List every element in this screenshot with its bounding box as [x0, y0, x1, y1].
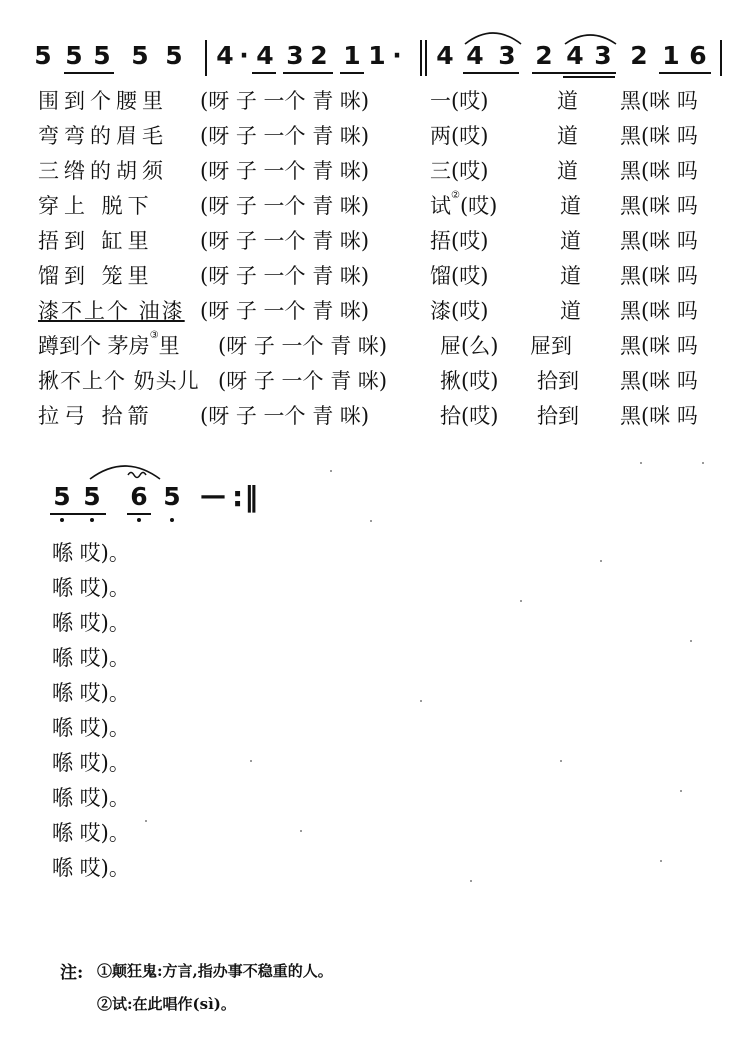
slur [463, 26, 523, 46]
lyric-ending: 黑(咪 吗 [620, 89, 698, 113]
footnote-1: ①颠狂鬼:方言,指办事不稳重的人。 [97, 962, 333, 980]
verse-row [0, 224, 750, 258]
lower-octave-dot [170, 518, 174, 522]
lyric-phrase: 弯弯的眉毛 [38, 124, 168, 148]
lyric-word: 道 [560, 264, 581, 288]
footnotes [0, 950, 750, 1050]
eighth-underline [283, 72, 333, 74]
verse-row [0, 119, 750, 153]
lyric-number: 捂(哎) [430, 229, 489, 253]
lyric-phrase: 漆不上个 油漆 [38, 299, 185, 323]
note: 2 [630, 41, 648, 70]
lyric-phrase-text: 蹲到个 茅房 [38, 334, 150, 358]
note: 3 [498, 41, 516, 70]
tail-lyric: 喺 哎)。 [52, 856, 130, 880]
lyric-ending: 黑(咪 吗 [620, 159, 698, 183]
eighth-underline [563, 76, 615, 78]
note: · [392, 41, 402, 70]
verse-row [0, 399, 750, 433]
note: 1 [368, 41, 386, 70]
lyric-filler: (呀 子 一个 青 咪) [200, 159, 370, 183]
lyric-phrase: 围到个腰里 [38, 89, 168, 113]
note: 2 [535, 41, 553, 70]
footnote-marker: ② [451, 190, 460, 201]
lyric-number-suffix: (哎) [459, 194, 498, 218]
verse-row [0, 84, 750, 118]
note: 3 [286, 41, 304, 70]
bar-line [205, 40, 207, 76]
eighth-underline [463, 72, 519, 74]
tail-lyric: 喺 哎)。 [52, 611, 130, 635]
lyric-ending: 黑(咪 吗 [620, 229, 698, 253]
verse-row [0, 294, 750, 328]
footnote-marker: ③ [149, 330, 159, 341]
lyric-phrase [38, 331, 180, 361]
lyric-word: 屉到 [530, 334, 572, 358]
tail-lyric: 喺 哎)。 [52, 681, 130, 705]
lyric-word: 道 [560, 194, 581, 218]
note: 5 [131, 41, 149, 70]
lyric-ending: 黑(咪 吗 [620, 124, 698, 148]
note: 2 [310, 41, 328, 70]
note: 5 [83, 482, 101, 511]
lyric-number: 两(哎) [430, 124, 489, 148]
eighth-underline [659, 72, 711, 74]
verse-row [0, 259, 750, 293]
note: 4 [436, 41, 454, 70]
lyric-phrase: 馏到 笼里 [38, 264, 154, 288]
eighth-underline [252, 72, 276, 74]
tail-lyric: 喺 哎)。 [52, 646, 130, 670]
lyric-phrase-suffix: 里 [158, 334, 180, 358]
score-line-2 [0, 455, 750, 535]
lyric-word: 道 [560, 229, 581, 253]
tail-lyric: 喺 哎)。 [52, 576, 130, 600]
note: 5 [34, 41, 52, 70]
lyric-phrase: 三绺的胡须 [38, 159, 168, 183]
lyric-filler: (呀 子 一个 青 咪) [200, 229, 370, 253]
bar-line [720, 40, 722, 76]
lyrics-block [0, 84, 750, 444]
turn-ornament [127, 469, 151, 479]
lyric-filler: (呀 子 一个 青 咪) [200, 264, 370, 288]
lower-octave-dot [60, 518, 64, 522]
lyric-number: 揪(哎) [440, 369, 499, 393]
tail-lyric: 喺 哎)。 [52, 541, 130, 565]
lyric-ending: 黑(咪 吗 [620, 194, 698, 218]
eighth-underline [532, 72, 616, 74]
lower-octave-dot [137, 518, 141, 522]
lyric-word: 道 [557, 124, 578, 148]
lyric-word: 道 [557, 89, 578, 113]
lyric-number: 三(哎) [430, 159, 489, 183]
eighth-underline [50, 513, 106, 515]
lyric-filler: (呀 子 一个 青 咪) [200, 124, 370, 148]
note: 1 [662, 41, 680, 70]
lyric-filler: (呀 子 一个 青 咪) [200, 194, 370, 218]
note: 6 [130, 482, 148, 511]
verse-row [0, 364, 750, 398]
footnote-2: ②试:在此唱作(sì)。 [97, 995, 236, 1013]
lyric-ending: 黑(咪 吗 [620, 334, 698, 358]
note: 5 [165, 41, 183, 70]
lyric-ending: 黑(咪 吗 [620, 299, 698, 323]
eighth-underline [64, 72, 114, 74]
double-bar-line [425, 40, 427, 76]
note: 6 [689, 41, 707, 70]
tail-lyric: 喺 哎)。 [52, 716, 130, 740]
note: 5 [65, 41, 83, 70]
lyric-number [430, 191, 497, 221]
tail-lyric: 喺 哎)。 [52, 786, 130, 810]
lyric-phrase: 捂到 缸里 [38, 229, 154, 253]
note: 1 [343, 41, 361, 70]
lyric-word: 拾到 [537, 404, 579, 428]
slur [563, 28, 618, 46]
lyric-ending: 黑(咪 吗 [620, 369, 698, 393]
tail-lyric: 喺 哎)。 [52, 751, 130, 775]
lyric-filler: (呀 子 一个 青 咪) [200, 89, 370, 113]
double-bar-line [420, 40, 422, 76]
note: 4 [566, 41, 584, 70]
lyric-filler: (呀 子 一个 青 咪) [200, 404, 370, 428]
lyric-phrase: 揪不上个 奶头儿 [38, 369, 200, 393]
score-line-1 [0, 0, 750, 90]
note: 4 [466, 41, 484, 70]
tail-lyrics [0, 535, 300, 895]
lyric-ending: 黑(咪 吗 [620, 264, 698, 288]
note: 3 [594, 41, 612, 70]
note: 4 [256, 41, 274, 70]
footnote-label: 注: [60, 963, 84, 983]
verse-row [0, 154, 750, 188]
lower-octave-dot [90, 518, 94, 522]
lyric-filler: (呀 子 一个 青 咪) [218, 334, 388, 358]
verse-row [0, 189, 750, 223]
lyric-phrase: 拉弓 拾箭 [38, 404, 154, 428]
lyric-word: 道 [560, 299, 581, 323]
note: · [239, 41, 249, 70]
lyric-filler: (呀 子 一个 青 咪) [218, 369, 388, 393]
tail-lyric: 喺 哎)。 [52, 821, 130, 845]
eighth-underline [340, 72, 364, 74]
lyric-filler: (呀 子 一个 青 咪) [200, 299, 370, 323]
lyric-word: 道 [557, 159, 578, 183]
lyric-phrase: 穿上 脱下 [38, 194, 154, 218]
note: 5 [163, 482, 181, 511]
lyric-number: 漆(哎) [430, 299, 489, 323]
lyric-ending: 黑(咪 吗 [620, 404, 698, 428]
verse-row [0, 329, 750, 363]
sustain-dash: — [200, 481, 226, 511]
lyric-number: 一(哎) [430, 89, 489, 113]
note: 5 [93, 41, 111, 70]
lyric-number-text: 试 [430, 194, 451, 218]
lyric-number: 馏(哎) [430, 264, 489, 288]
lyric-number: 屉(么) [440, 334, 499, 358]
lyric-word: 拾到 [537, 369, 579, 393]
lyric-number: 拾(哎) [440, 404, 499, 428]
eighth-underline [127, 513, 151, 515]
note: 4 [216, 41, 234, 70]
repeat-sign: :‖ [232, 480, 260, 513]
note: 5 [53, 482, 71, 511]
